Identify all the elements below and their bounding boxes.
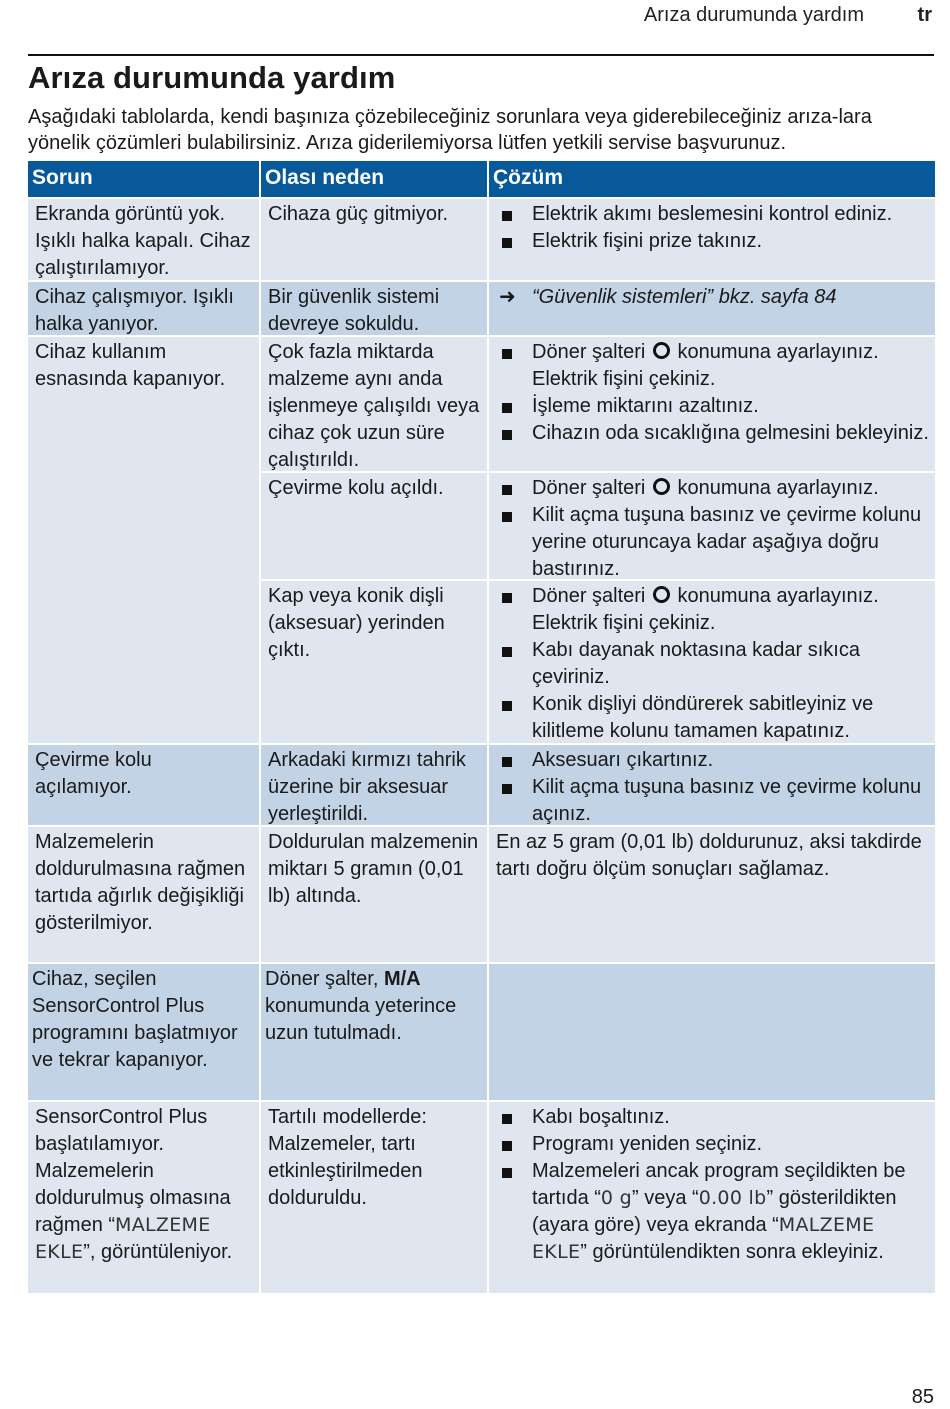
r1-solution [489, 199, 935, 280]
running-head-title: Arıza durumunda yardım [643, 4, 864, 26]
r7-problem-text: SensorControl Plus başlatılamıyor. Malzemelerin doldurulmuş olmasına rağmen “ [35, 1106, 231, 1236]
list-item: Kabı boşaltınız. [496, 1104, 929, 1131]
r1-cause: Cihaza güç gitmiyor. [261, 199, 487, 280]
r3-cause-3: Kap veya konik dişli (aksesuar) yerinden çıktı. [261, 581, 487, 743]
header-problem: Sorun [28, 161, 259, 197]
switch-text-end: konumuna ayarlayınız. Elektrik fişini çekiniz. [532, 585, 879, 634]
off-position-icon [653, 586, 670, 603]
list-item: Cihazın oda sıcaklığına gelmesini bekleyiniz. [496, 420, 929, 447]
r2-cause: Bir güvenlik sistemi devreye sokuldu. [261, 282, 487, 335]
list-item [496, 583, 929, 637]
list-item: Aksesuarı çıkartınız. [496, 747, 929, 774]
display-message: 0 g [600, 1187, 633, 1209]
off-position-icon [653, 478, 670, 495]
switch-text: Döner şalteri [532, 341, 646, 363]
r7-solution-text: ” gösterildikten (ayara göre) veya ekranda “ [532, 1187, 897, 1236]
r4-solution [489, 745, 935, 825]
list-item [496, 339, 929, 393]
r2-problem: Cihaz çalışmıyor. Işıklı halka yanıyor. [28, 282, 259, 335]
ma-position-label: M/A [383, 968, 421, 990]
r5-cause: Doldurulan malzemenin miktarı 5 gramın (0,01 lb) altında. [261, 827, 487, 962]
r7-solution [489, 1102, 935, 1293]
r4-problem: Çevirme kolu açılamıyor. [28, 745, 259, 825]
reference-text: “Güvenlik sistemleri” bkz. sayfa 84 [532, 286, 837, 308]
header-cause: Olası neden [261, 161, 487, 197]
list-item: Konik dişliyi döndürerek sabitleyiniz ve kilitleme kolunu tamamen kapatınız. [496, 691, 929, 745]
r6-solution-empty [489, 964, 935, 1100]
list-item: Kilit açma tuşuna basınız ve çevirme kolunu açınız. [496, 774, 929, 828]
r7-solution-text: ” görüntülendikten sonra ekleyiniz. [580, 1241, 884, 1263]
r3-cause-2: Çevirme kolu açıldı. [261, 473, 487, 579]
r3-solution-2 [489, 473, 935, 579]
running-head [0, 4, 950, 30]
arrow-icon: ➜ [499, 286, 516, 308]
r5-solution: En az 5 gram (0,01 lb) doldurunuz, aksi takdirde tartı doğru ölçüm sonuçları sağlamaz. [489, 827, 935, 962]
r4-cause: Arkadaki kırmızı tahrik üzerine bir aksesuar yerleştirildi. [261, 745, 487, 825]
r3-cause-1: Çok fazla miktarda malzeme aynı anda işlenmeye çalışıldı veya cihaz çok uzun süre çalıştırıldı. [261, 337, 487, 471]
r2-solution [489, 282, 935, 335]
display-message: 0.00 lb [698, 1187, 767, 1209]
display-message: MALZEME EKLE [532, 1214, 875, 1263]
header-solution: Çözüm [489, 161, 935, 197]
r3-problem: Cihaz kullanım esnasında kapanıyor. [28, 337, 259, 743]
list-item [496, 475, 929, 502]
off-position-icon [653, 342, 670, 359]
list-item: Kabı dayanak noktasına kadar sıkıca çeviriniz. [496, 637, 929, 691]
r5-problem: Malzemelerin doldurulmasına rağmen tartıda ağırlık değişikliği gösterilmiyor. [28, 827, 259, 962]
r7-problem-text-end: ”, görüntüleniyor. [83, 1241, 233, 1263]
list-item: Programı yeniden seçiniz. [496, 1131, 929, 1158]
switch-text: Döner şalteri [532, 585, 646, 607]
r6-cause [261, 964, 487, 1100]
list-item: Elektrik fişini prize takınız. [496, 228, 929, 255]
list-item: Elektrik akımı beslemesini kontrol ediniz. [496, 201, 929, 228]
page-title: Arıza durumunda yardım [28, 60, 396, 95]
language-code: tr [917, 4, 932, 26]
r7-problem [28, 1102, 259, 1293]
page-number: 85 [911, 1386, 934, 1408]
switch-text-end: konumuna ayarlayınız. Elektrik fişini çekiniz. [532, 341, 879, 390]
r7-solution-text: Malzemeleri ancak program seçildikten be tartıda “ [532, 1160, 906, 1209]
r6-problem: Cihaz, seçilen SensorControl Plus programını başlatmıyor ve tekrar kapanıyor. [28, 964, 259, 1100]
r6-cause-text: Döner şalter, [265, 968, 379, 990]
intro-paragraph: Aşağıdaki tablolarda, kendi başınıza çözebileceğiniz sorunlara veya giderebileceğiniz arıza-lara yönelik çözümleri bulabilirsiniz. Arıza giderilemiyorsa lütfen yetkili servise başvurunuz. [28, 106, 872, 154]
list-item: Kilit açma tuşuna basınız ve çevirme kolunu yerine oturuncaya kadar aşağıya doğru bastırınız. [496, 502, 929, 583]
list-item [496, 1158, 929, 1266]
r1-problem: Ekranda görüntü yok. Işıklı halka kapalı. Cihaz çalıştırılamıyor. [28, 199, 259, 280]
r6-cause-text-end: konumunda yeterince uzun tutulmadı. [265, 995, 457, 1044]
header-rule [28, 54, 934, 56]
r7-cause: Tartılı modellerde: Malzemeler, tartı etkinleştirilmeden dolduruldu. [261, 1102, 487, 1293]
r3-solution-1 [489, 337, 935, 471]
switch-text: Döner şalteri [532, 477, 646, 499]
r3-solution-3 [489, 581, 935, 743]
switch-text-end: konumuna ayarlayınız. [677, 477, 879, 499]
r7-solution-text: ” veya “ [632, 1187, 699, 1209]
display-message: MALZEME EKLE [35, 1214, 211, 1263]
page-reference [496, 284, 929, 311]
list-item: İşleme miktarını azaltınız. [496, 393, 929, 420]
